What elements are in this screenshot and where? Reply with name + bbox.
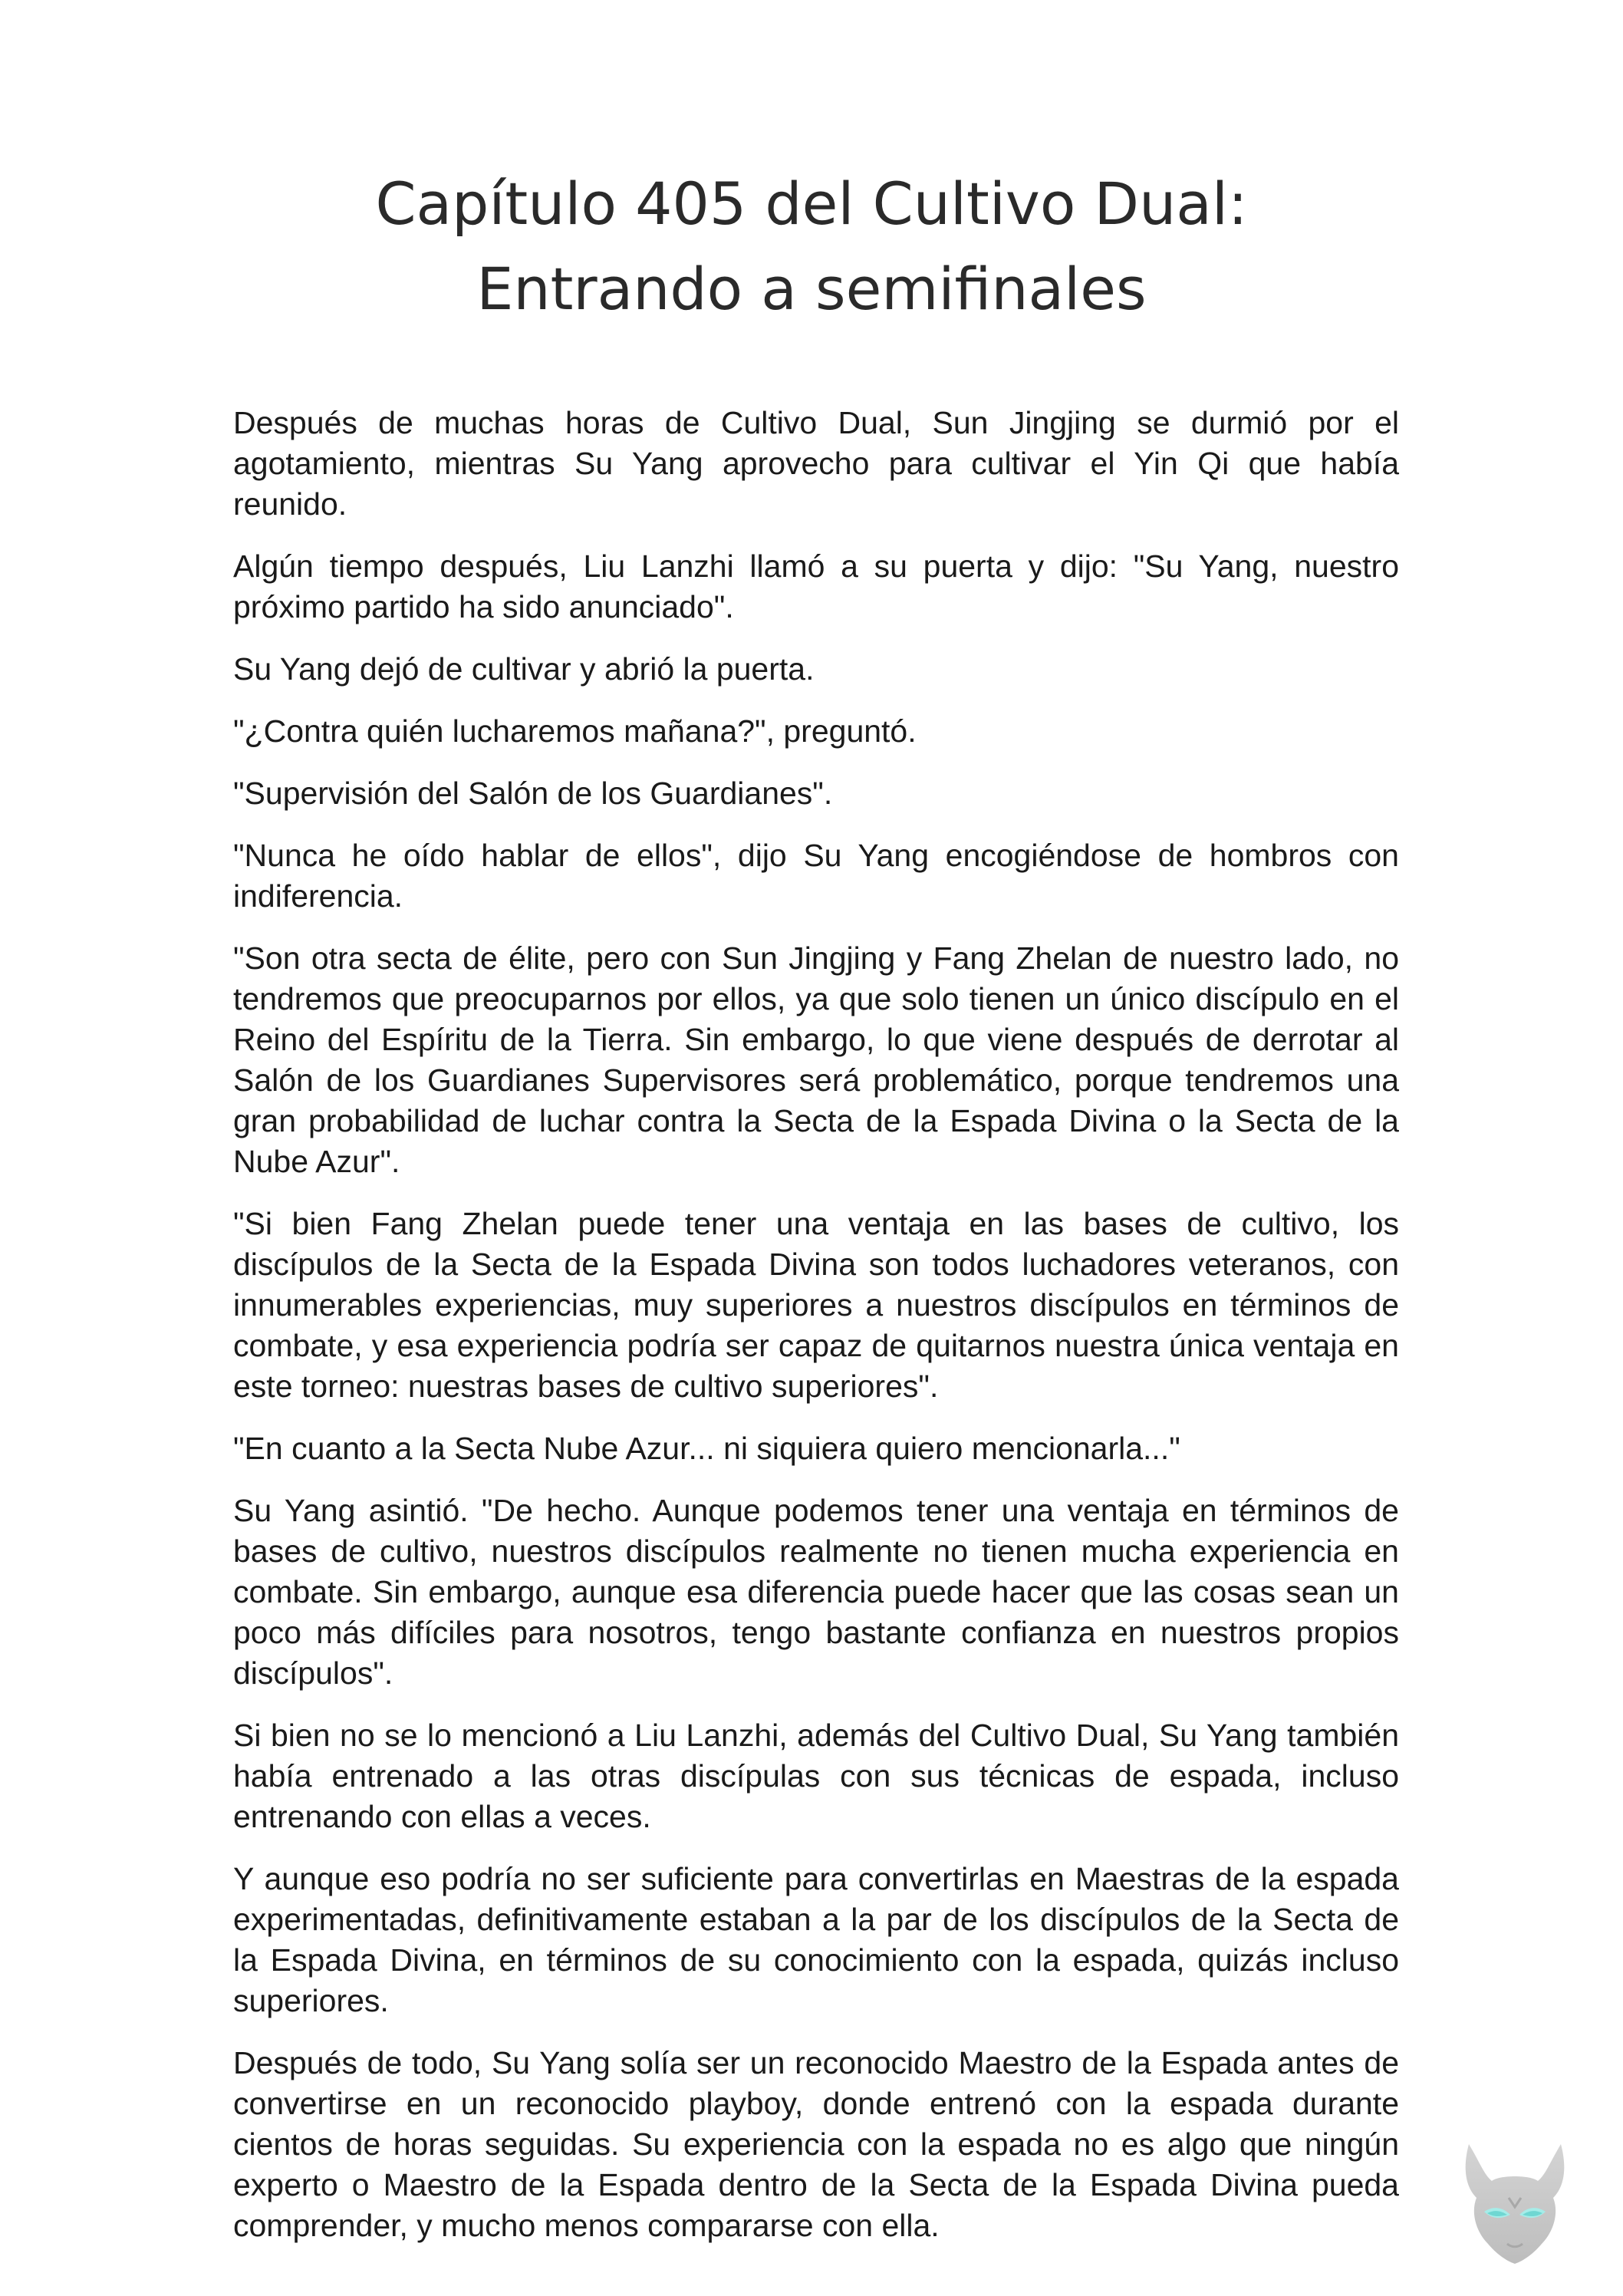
paragraph: Después de muchas horas de Cultivo Dual, Sun Jingjing se durmió por el agotamiento, mientras Su Yang aprovecho para cultivar el Yin Qi que había reunido. bbox=[233, 405, 1399, 522]
paragraph: "Si bien Fang Zhelan puede tener una ventaja en las bases de cultivo, los discípulos de la Secta de la Espada Divina son todos luchadores veteranos, con innumerables experiencias, muy superiores a nuestros discípulos en términos de combate, y esa experiencia podría ser capaz de quitarnos nuestra única ventaja en este torneo: nuestras bases de cultivo superiores". bbox=[233, 1206, 1399, 1404]
chapter-body bbox=[233, 403, 1399, 2268]
logo-graphic bbox=[1438, 2121, 1592, 2275]
chapter-title-line-2: Entrando a semifinales bbox=[476, 255, 1147, 323]
paragraph: "¿Contra quién lucharemos mañana?", preguntó. bbox=[233, 713, 917, 749]
paragraph: "Supervisión del Salón de los Guardianes". bbox=[233, 776, 833, 811]
paragraph: "En cuanto a la Secta Nube Azur... ni siquiera quiero mencionarla..." bbox=[233, 1431, 1180, 1466]
paragraph: Y aunque eso podría no ser suficiente para convertirlas en Maestras de la espada experimentadas, definitivamente estaban a la par de los discípulos de la Secta de la Espada Divina, en términos de su conocimiento con la espada, quizás incluso superiores. bbox=[233, 1861, 1399, 2018]
chapter-title bbox=[0, 161, 1623, 331]
paragraph: Algún tiempo después, Liu Lanzhi llamó a su puerta y dijo: "Su Yang, nuestro próximo partido ha sido anunciado". bbox=[233, 548, 1399, 624]
paragraph: "Nunca he oído hablar de ellos", dijo Su Yang encogiéndose de hombros con indiferencia. bbox=[233, 838, 1399, 914]
paragraph: Su Yang asintió. "De hecho. Aunque podemos tener una ventaja en términos de bases de cultivo, nuestros discípulos realmente no tienen mucha experiencia en combate. Sin embargo, aunque esa diferencia puede hacer que las cosas sean un poco más difíciles para nosotros, tengo bastante confianza en nuestros propios discípulos". bbox=[233, 1493, 1399, 1691]
paragraph: Si bien no se lo mencionó a Liu Lanzhi, además del Cultivo Dual, Su Yang también había entrenado a las otras discípulas con sus técnicas de espada, incluso entrenando con ellas a veces. bbox=[233, 1718, 1399, 1834]
paragraph: "Son otra secta de élite, pero con Sun Jingjing y Fang Zhelan de nuestro lado, no tendremos que preocuparnos por ellos, ya que solo tienen un único discípulo en el Reino del Espíritu de la Tierra. Sin embargo, lo que viene después de derrotar al Salón de los Guardianes Supervisores será problemático, porque tendremos una gran probabilidad de luchar contra la Secta de la Espada Divina o la Secta de la Nube Azur". bbox=[233, 940, 1399, 1179]
paragraph: Después de todo, Su Yang solía ser un reconocido Maestro de la Espada antes de convertirse en un reconocido playboy, donde entrenó con la espada durante cientos de horas seguidas. Su experiencia con la espada no es algo que ningún experto o Maestro de la Espada dentro de la Secta de la Espada Divina pueda comprender, y mucho menos compararse con ella. bbox=[233, 2045, 1399, 2243]
demon-head-icon bbox=[1438, 2121, 1592, 2275]
chapter-title-line-1: Capítulo 405 del Cultivo Dual: bbox=[375, 170, 1248, 238]
paragraph: Su Yang dejó de cultivar y abrió la puerta. bbox=[233, 651, 815, 687]
